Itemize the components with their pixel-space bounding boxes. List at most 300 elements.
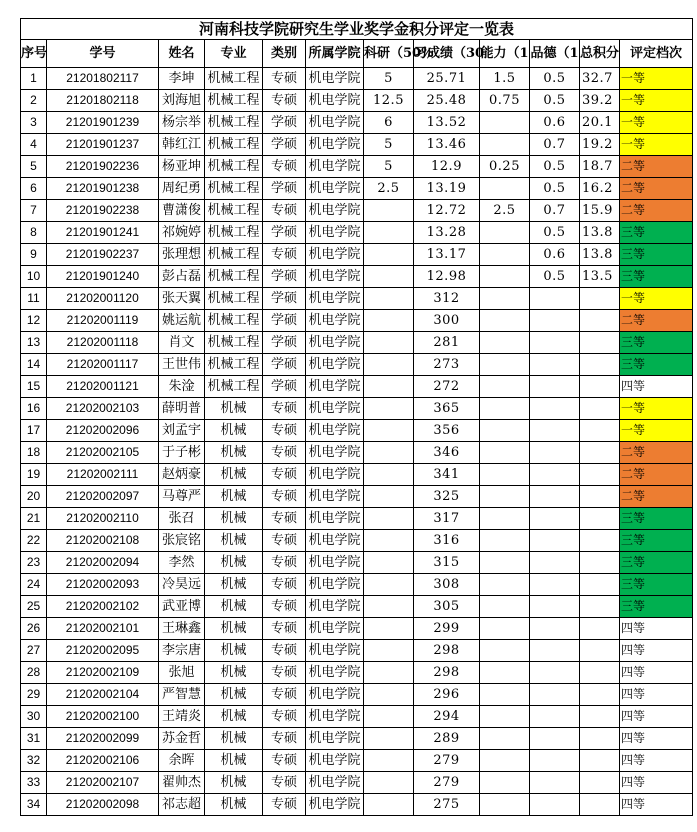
cell-total[interactable]: [580, 750, 620, 772]
cell-type[interactable]: 学硕: [263, 354, 306, 376]
cell-moral[interactable]: 0.7: [530, 200, 580, 222]
header-cell-study[interactable]: 习成绩（30: [414, 40, 480, 68]
cell-major[interactable]: 机械: [205, 552, 263, 574]
cell-type[interactable]: 专硕: [263, 398, 306, 420]
cell-college[interactable]: 机电学院: [306, 90, 364, 112]
cell-type[interactable]: 学硕: [263, 288, 306, 310]
cell-no[interactable]: 33: [21, 772, 47, 794]
cell-grade[interactable]: 二等: [620, 464, 693, 486]
cell-total[interactable]: [580, 464, 620, 486]
cell-grade[interactable]: 四等: [620, 618, 693, 640]
cell-ability[interactable]: [480, 552, 530, 574]
cell-no[interactable]: 31: [21, 728, 47, 750]
cell-moral[interactable]: 0.6: [530, 244, 580, 266]
cell-research[interactable]: [364, 398, 414, 420]
cell-no[interactable]: 20: [21, 486, 47, 508]
cell-name[interactable]: 马尊严: [159, 486, 205, 508]
cell-college[interactable]: 机电学院: [306, 706, 364, 728]
cell-grade[interactable]: 三等: [620, 244, 693, 266]
header-cell-type[interactable]: 类别: [263, 40, 306, 68]
cell-name[interactable]: 刘孟宇: [159, 420, 205, 442]
cell-no[interactable]: 15: [21, 376, 47, 398]
cell-total[interactable]: [580, 574, 620, 596]
cell-student-id[interactable]: 21202002106: [47, 750, 159, 772]
cell-grade[interactable]: 一等: [620, 134, 693, 156]
cell-grade[interactable]: 三等: [620, 332, 693, 354]
cell-major[interactable]: 机械: [205, 508, 263, 530]
cell-moral[interactable]: [530, 684, 580, 706]
cell-student-id[interactable]: 21202002110: [47, 508, 159, 530]
cell-student-id[interactable]: 21202002099: [47, 728, 159, 750]
cell-student-id[interactable]: 21202002111: [47, 464, 159, 486]
cell-student-id[interactable]: 21202002102: [47, 596, 159, 618]
cell-ability[interactable]: [480, 596, 530, 618]
cell-no[interactable]: 6: [21, 178, 47, 200]
cell-study[interactable]: 279: [414, 750, 480, 772]
cell-research[interactable]: [364, 706, 414, 728]
cell-type[interactable]: 学硕: [263, 222, 306, 244]
header-cell-name[interactable]: 姓名: [159, 40, 205, 68]
cell-type[interactable]: 专硕: [263, 728, 306, 750]
cell-no[interactable]: 28: [21, 662, 47, 684]
cell-name[interactable]: 王琳鑫: [159, 618, 205, 640]
cell-student-id[interactable]: 21201802118: [47, 90, 159, 112]
cell-ability[interactable]: [480, 178, 530, 200]
cell-research[interactable]: [364, 486, 414, 508]
cell-ability[interactable]: [480, 442, 530, 464]
cell-college[interactable]: 机电学院: [306, 442, 364, 464]
cell-study[interactable]: 305: [414, 596, 480, 618]
cell-grade[interactable]: 四等: [620, 376, 693, 398]
cell-ability[interactable]: [480, 640, 530, 662]
cell-study[interactable]: 289: [414, 728, 480, 750]
cell-student-id[interactable]: 21201902236: [47, 156, 159, 178]
cell-college[interactable]: 机电学院: [306, 376, 364, 398]
cell-total[interactable]: [580, 640, 620, 662]
cell-total[interactable]: [580, 552, 620, 574]
cell-major[interactable]: 机械: [205, 398, 263, 420]
cell-moral[interactable]: [530, 508, 580, 530]
cell-type[interactable]: 专硕: [263, 684, 306, 706]
cell-grade[interactable]: 三等: [620, 596, 693, 618]
header-cell-major[interactable]: 专业: [205, 40, 263, 68]
cell-student-id[interactable]: 21202002096: [47, 420, 159, 442]
cell-total[interactable]: [580, 442, 620, 464]
cell-student-id[interactable]: 21201802117: [47, 68, 159, 90]
cell-study[interactable]: 13.17: [414, 244, 480, 266]
cell-no[interactable]: 23: [21, 552, 47, 574]
cell-no[interactable]: 30: [21, 706, 47, 728]
cell-type[interactable]: 专硕: [263, 552, 306, 574]
cell-research[interactable]: [364, 288, 414, 310]
cell-moral[interactable]: [530, 310, 580, 332]
cell-total[interactable]: [580, 706, 620, 728]
cell-total[interactable]: 13.5: [580, 266, 620, 288]
cell-study[interactable]: 12.9: [414, 156, 480, 178]
cell-college[interactable]: 机电学院: [306, 310, 364, 332]
cell-study[interactable]: 13.19: [414, 178, 480, 200]
cell-research[interactable]: [364, 420, 414, 442]
cell-research[interactable]: [364, 662, 414, 684]
cell-college[interactable]: 机电学院: [306, 530, 364, 552]
cell-moral[interactable]: [530, 750, 580, 772]
cell-grade[interactable]: 一等: [620, 112, 693, 134]
cell-student-id[interactable]: 21202002098: [47, 794, 159, 816]
cell-type[interactable]: 专硕: [263, 90, 306, 112]
cell-grade[interactable]: 四等: [620, 706, 693, 728]
cell-total[interactable]: [580, 530, 620, 552]
cell-moral[interactable]: [530, 464, 580, 486]
cell-moral[interactable]: 0.5: [530, 266, 580, 288]
cell-ability[interactable]: [480, 288, 530, 310]
cell-name[interactable]: 李坤: [159, 68, 205, 90]
cell-study[interactable]: 12.98: [414, 266, 480, 288]
cell-grade[interactable]: 二等: [620, 178, 693, 200]
cell-major[interactable]: 机械工程: [205, 178, 263, 200]
cell-moral[interactable]: [530, 552, 580, 574]
cell-major[interactable]: 机械: [205, 706, 263, 728]
cell-name[interactable]: 于子彬: [159, 442, 205, 464]
cell-no[interactable]: 8: [21, 222, 47, 244]
cell-study[interactable]: 273: [414, 354, 480, 376]
cell-no[interactable]: 16: [21, 398, 47, 420]
cell-name[interactable]: 周纪勇: [159, 178, 205, 200]
cell-type[interactable]: 专硕: [263, 530, 306, 552]
cell-total[interactable]: [580, 310, 620, 332]
cell-ability[interactable]: [480, 376, 530, 398]
cell-name[interactable]: 张天翼: [159, 288, 205, 310]
cell-moral[interactable]: [530, 398, 580, 420]
cell-name[interactable]: 曹潇俊: [159, 200, 205, 222]
cell-no[interactable]: 5: [21, 156, 47, 178]
cell-research[interactable]: [364, 552, 414, 574]
cell-major[interactable]: 机械: [205, 464, 263, 486]
cell-ability[interactable]: [480, 310, 530, 332]
cell-type[interactable]: 学硕: [263, 376, 306, 398]
cell-major[interactable]: 机械工程: [205, 68, 263, 90]
cell-grade[interactable]: 三等: [620, 354, 693, 376]
cell-student-id[interactable]: 21201901240: [47, 266, 159, 288]
cell-research[interactable]: [364, 772, 414, 794]
cell-grade[interactable]: 四等: [620, 772, 693, 794]
cell-name[interactable]: 刘海旭: [159, 90, 205, 112]
cell-type[interactable]: 专硕: [263, 156, 306, 178]
cell-ability[interactable]: [480, 530, 530, 552]
cell-name[interactable]: 张理想: [159, 244, 205, 266]
cell-ability[interactable]: [480, 398, 530, 420]
cell-grade[interactable]: 一等: [620, 420, 693, 442]
cell-research[interactable]: 2.5: [364, 178, 414, 200]
cell-total[interactable]: 16.2: [580, 178, 620, 200]
cell-grade[interactable]: 二等: [620, 156, 693, 178]
cell-no[interactable]: 12: [21, 310, 47, 332]
cell-name[interactable]: 翟帅杰: [159, 772, 205, 794]
cell-ability[interactable]: [480, 464, 530, 486]
cell-study[interactable]: 346: [414, 442, 480, 464]
cell-name[interactable]: 张宸铭: [159, 530, 205, 552]
cell-moral[interactable]: [530, 574, 580, 596]
cell-total[interactable]: [580, 376, 620, 398]
cell-moral[interactable]: [530, 662, 580, 684]
cell-type[interactable]: 学硕: [263, 266, 306, 288]
cell-college[interactable]: 机电学院: [306, 266, 364, 288]
cell-ability[interactable]: [480, 508, 530, 530]
cell-grade[interactable]: 四等: [620, 750, 693, 772]
cell-major[interactable]: 机械工程: [205, 332, 263, 354]
cell-no[interactable]: 25: [21, 596, 47, 618]
cell-college[interactable]: 机电学院: [306, 750, 364, 772]
cell-college[interactable]: 机电学院: [306, 596, 364, 618]
cell-college[interactable]: 机电学院: [306, 200, 364, 222]
cell-major[interactable]: 机械工程: [205, 376, 263, 398]
cell-type[interactable]: 专硕: [263, 508, 306, 530]
cell-study[interactable]: 12.72: [414, 200, 480, 222]
cell-college[interactable]: 机电学院: [306, 420, 364, 442]
cell-student-id[interactable]: 21201902238: [47, 200, 159, 222]
cell-type[interactable]: 专硕: [263, 640, 306, 662]
cell-research[interactable]: [364, 640, 414, 662]
cell-total[interactable]: 13.8: [580, 222, 620, 244]
cell-moral[interactable]: 0.5: [530, 222, 580, 244]
cell-total[interactable]: 39.2: [580, 90, 620, 112]
cell-grade[interactable]: 三等: [620, 530, 693, 552]
cell-grade[interactable]: 四等: [620, 684, 693, 706]
cell-no[interactable]: 22: [21, 530, 47, 552]
cell-student-id[interactable]: 21202002104: [47, 684, 159, 706]
cell-moral[interactable]: [530, 530, 580, 552]
cell-total[interactable]: [580, 288, 620, 310]
cell-moral[interactable]: 0.7: [530, 134, 580, 156]
cell-no[interactable]: 21: [21, 508, 47, 530]
cell-major[interactable]: 机械工程: [205, 112, 263, 134]
cell-no[interactable]: 29: [21, 684, 47, 706]
cell-college[interactable]: 机电学院: [306, 464, 364, 486]
cell-study[interactable]: 25.71: [414, 68, 480, 90]
cell-student-id[interactable]: 21202001118: [47, 332, 159, 354]
cell-major[interactable]: 机械工程: [205, 90, 263, 112]
cell-study[interactable]: 312: [414, 288, 480, 310]
cell-type[interactable]: 专硕: [263, 244, 306, 266]
cell-research[interactable]: 6: [364, 112, 414, 134]
cell-total[interactable]: [580, 354, 620, 376]
cell-major[interactable]: 机械工程: [205, 310, 263, 332]
cell-research[interactable]: [364, 354, 414, 376]
cell-no[interactable]: 9: [21, 244, 47, 266]
cell-moral[interactable]: [530, 596, 580, 618]
cell-student-id[interactable]: 21201901241: [47, 222, 159, 244]
cell-ability[interactable]: [480, 266, 530, 288]
cell-ability[interactable]: [480, 244, 530, 266]
cell-college[interactable]: 机电学院: [306, 244, 364, 266]
cell-college[interactable]: 机电学院: [306, 178, 364, 200]
cell-college[interactable]: 机电学院: [306, 618, 364, 640]
cell-major[interactable]: 机械: [205, 662, 263, 684]
cell-total[interactable]: [580, 332, 620, 354]
cell-major[interactable]: 机械: [205, 574, 263, 596]
cell-college[interactable]: 机电学院: [306, 332, 364, 354]
cell-research[interactable]: [364, 310, 414, 332]
cell-research[interactable]: [364, 464, 414, 486]
cell-name[interactable]: 杨宗举: [159, 112, 205, 134]
cell-grade[interactable]: 三等: [620, 508, 693, 530]
cell-total[interactable]: 13.8: [580, 244, 620, 266]
cell-name[interactable]: 肖文: [159, 332, 205, 354]
cell-no[interactable]: 19: [21, 464, 47, 486]
cell-student-id[interactable]: 21201902237: [47, 244, 159, 266]
cell-ability[interactable]: [480, 706, 530, 728]
cell-research[interactable]: [364, 200, 414, 222]
cell-research[interactable]: [364, 728, 414, 750]
cell-no[interactable]: 10: [21, 266, 47, 288]
cell-student-id[interactable]: 21202002094: [47, 552, 159, 574]
cell-no[interactable]: 7: [21, 200, 47, 222]
header-cell-total[interactable]: 总积分: [580, 40, 620, 68]
cell-total[interactable]: [580, 618, 620, 640]
cell-ability[interactable]: 2.5: [480, 200, 530, 222]
cell-research[interactable]: [364, 332, 414, 354]
header-cell-grade[interactable]: 评定档次: [620, 40, 693, 68]
cell-research[interactable]: [364, 244, 414, 266]
cell-major[interactable]: 机械工程: [205, 134, 263, 156]
cell-name[interactable]: 冷昊远: [159, 574, 205, 596]
cell-student-id[interactable]: 21202001119: [47, 310, 159, 332]
cell-ability[interactable]: [480, 750, 530, 772]
cell-student-id[interactable]: 21201901237: [47, 134, 159, 156]
cell-student-id[interactable]: 21202002093: [47, 574, 159, 596]
cell-college[interactable]: 机电学院: [306, 662, 364, 684]
cell-research[interactable]: [364, 442, 414, 464]
cell-total[interactable]: 20.1: [580, 112, 620, 134]
cell-study[interactable]: 296: [414, 684, 480, 706]
cell-research[interactable]: [364, 508, 414, 530]
cell-study[interactable]: 272: [414, 376, 480, 398]
cell-major[interactable]: 机械: [205, 618, 263, 640]
cell-college[interactable]: 机电学院: [306, 574, 364, 596]
cell-research[interactable]: [364, 618, 414, 640]
cell-name[interactable]: 赵炳豪: [159, 464, 205, 486]
cell-moral[interactable]: [530, 420, 580, 442]
cell-study[interactable]: 294: [414, 706, 480, 728]
cell-grade[interactable]: 四等: [620, 794, 693, 816]
cell-name[interactable]: 张召: [159, 508, 205, 530]
cell-grade[interactable]: 三等: [620, 266, 693, 288]
cell-name[interactable]: 姚运航: [159, 310, 205, 332]
cell-ability[interactable]: [480, 662, 530, 684]
cell-study[interactable]: 308: [414, 574, 480, 596]
cell-no[interactable]: 24: [21, 574, 47, 596]
cell-study[interactable]: 365: [414, 398, 480, 420]
cell-major[interactable]: 机械: [205, 442, 263, 464]
cell-major[interactable]: 机械: [205, 486, 263, 508]
cell-college[interactable]: 机电学院: [306, 794, 364, 816]
cell-ability[interactable]: [480, 772, 530, 794]
cell-college[interactable]: 机电学院: [306, 684, 364, 706]
cell-total[interactable]: [580, 398, 620, 420]
cell-type[interactable]: 专硕: [263, 420, 306, 442]
cell-no[interactable]: 13: [21, 332, 47, 354]
cell-type[interactable]: 学硕: [263, 178, 306, 200]
cell-study[interactable]: 300: [414, 310, 480, 332]
cell-type[interactable]: 专硕: [263, 706, 306, 728]
cell-major[interactable]: 机械工程: [205, 354, 263, 376]
cell-major[interactable]: 机械: [205, 596, 263, 618]
cell-study[interactable]: 13.46: [414, 134, 480, 156]
cell-college[interactable]: 机电学院: [306, 486, 364, 508]
cell-study[interactable]: 299: [414, 618, 480, 640]
cell-no[interactable]: 1: [21, 68, 47, 90]
cell-college[interactable]: 机电学院: [306, 398, 364, 420]
cell-research[interactable]: [364, 794, 414, 816]
cell-ability[interactable]: [480, 354, 530, 376]
cell-study[interactable]: 298: [414, 662, 480, 684]
cell-student-id[interactable]: 21202002105: [47, 442, 159, 464]
cell-ability[interactable]: 0.25: [480, 156, 530, 178]
cell-moral[interactable]: 0.5: [530, 68, 580, 90]
cell-total[interactable]: [580, 662, 620, 684]
cell-student-id[interactable]: 21202002108: [47, 530, 159, 552]
cell-total[interactable]: 19.2: [580, 134, 620, 156]
cell-name[interactable]: 严智慧: [159, 684, 205, 706]
cell-moral[interactable]: [530, 486, 580, 508]
cell-total[interactable]: [580, 684, 620, 706]
cell-research[interactable]: [364, 530, 414, 552]
cell-type[interactable]: 学硕: [263, 332, 306, 354]
cell-total[interactable]: [580, 596, 620, 618]
cell-ability[interactable]: [480, 618, 530, 640]
cell-grade[interactable]: 一等: [620, 398, 693, 420]
cell-moral[interactable]: [530, 794, 580, 816]
cell-type[interactable]: 专硕: [263, 442, 306, 464]
cell-no[interactable]: 34: [21, 794, 47, 816]
header-cell-student-id[interactable]: 学号: [47, 40, 159, 68]
header-cell-ability[interactable]: 能力（1: [480, 40, 530, 68]
cell-college[interactable]: 机电学院: [306, 288, 364, 310]
cell-name[interactable]: 朱淦: [159, 376, 205, 398]
cell-moral[interactable]: [530, 376, 580, 398]
cell-moral[interactable]: [530, 618, 580, 640]
cell-name[interactable]: 武亚博: [159, 596, 205, 618]
cell-name[interactable]: 余晖: [159, 750, 205, 772]
cell-study[interactable]: 281: [414, 332, 480, 354]
cell-total[interactable]: [580, 420, 620, 442]
cell-student-id[interactable]: 21202002109: [47, 662, 159, 684]
cell-study[interactable]: 317: [414, 508, 480, 530]
cell-college[interactable]: 机电学院: [306, 552, 364, 574]
cell-student-id[interactable]: 21202002097: [47, 486, 159, 508]
cell-grade[interactable]: 一等: [620, 68, 693, 90]
cell-ability[interactable]: [480, 794, 530, 816]
cell-name[interactable]: 苏金哲: [159, 728, 205, 750]
cell-type[interactable]: 专硕: [263, 772, 306, 794]
cell-type[interactable]: 学硕: [263, 134, 306, 156]
cell-moral[interactable]: 0.5: [530, 178, 580, 200]
cell-name[interactable]: 韩红江: [159, 134, 205, 156]
cell-research[interactable]: 5: [364, 68, 414, 90]
cell-total[interactable]: [580, 486, 620, 508]
cell-type[interactable]: 学硕: [263, 310, 306, 332]
cell-moral[interactable]: 0.5: [530, 90, 580, 112]
cell-study[interactable]: 279: [414, 772, 480, 794]
cell-type[interactable]: 专硕: [263, 200, 306, 222]
cell-major[interactable]: 机械工程: [205, 288, 263, 310]
cell-major[interactable]: 机械工程: [205, 244, 263, 266]
cell-major[interactable]: 机械: [205, 750, 263, 772]
cell-major[interactable]: 机械工程: [205, 156, 263, 178]
cell-name[interactable]: 彭占磊: [159, 266, 205, 288]
cell-type[interactable]: 专硕: [263, 750, 306, 772]
cell-ability[interactable]: 1.5: [480, 68, 530, 90]
cell-study[interactable]: 356: [414, 420, 480, 442]
